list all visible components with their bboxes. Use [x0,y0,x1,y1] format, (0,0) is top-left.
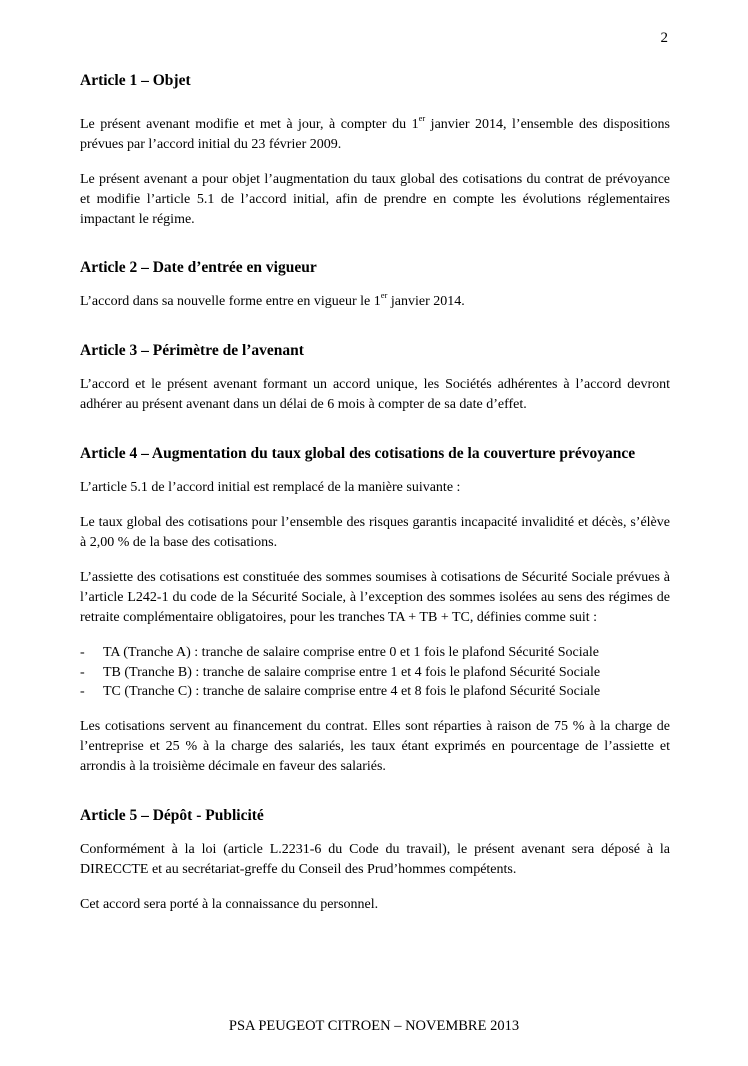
list-item-text: TB (Tranche B) : tranche de salaire comprise entre 1 et 4 fois le plafond Sécurité Sociale [103,664,601,680]
article-5 [80,807,670,915]
article-1-paragraph-2: Le présent avenant a pour objet l’augmentation du taux global des cotisations du contrat de prévoyance et modifie l’article 5.1 de l’accord initial, afin de prendre en compte les évolutions réglementaires impactant le régime. [80,172,670,227]
list-bullet: - [80,645,85,660]
article-2 [80,259,670,312]
article-4-paragraph-3: L’assiette des cotisations est constituée des sommes soumises à cotisations de Sécurité Sociale prévues à l’article L242-1 du code de la Sécurité Sociale, à l’exception des sommes isolées au sens des régimes de retraite complémentaire obligatoires, pour les tranches TA + TB + TC, définies comme suit : [80,570,670,625]
article-5-paragraph-2: Cet accord sera porté à la connaissance du personnel. [80,896,379,912]
list-item [80,643,670,663]
tranche-list [80,643,670,702]
article-5-paragraph-1: Conformément à la loi (article L.2231-6 du Code du travail), le présent avenant sera déposé à la DIRECCTE et au secrétariat-greffe du Conseil des Prud’hommes compétents. [80,841,670,877]
article-1-paragraph-1-text-end: janvier 2014, l’ensemble des dispositions prévues par l’accord initial du 23 février 2009. [80,117,671,152]
document-body [80,72,670,915]
article-3 [80,342,670,415]
article-1-title: Article 1 – Objet [80,72,191,89]
article-4 [80,445,670,777]
article-4-paragraph-1: L’article 5.1 de l’accord initial est remplacé de la manière suivante : [80,480,461,495]
list-item [80,663,670,683]
article-4-paragraph-2: Le taux global des cotisations pour l’ensemble des risques garantis incapacité invalidité et décès, s’élève à 2,00 % de la base des cotisations. [80,515,670,550]
article-4-title: Article 4 – Augmentation du taux global des cotisations de la couverture prévoyance [80,445,636,462]
article-1-paragraph-1 [80,115,670,155]
article-2-paragraph-1-text: L’accord dans sa nouvelle forme entre en vigueur le 1 [80,294,381,309]
article-2-title: Article 2 – Date d’entrée en vigueur [80,259,317,276]
article-4-closing-paragraph: Les cotisations servent au financement du contrat. Elles sont réparties à raison de 75 % à la charge de l’entreprise et 25 % à la charge des salariés, les taux étant exprimés en pourcentage de l’assiette et arrondis à la troisième décimale en faveur des salariés. [80,718,670,774]
ordinal-superscript: er [380,290,388,301]
article-1 [80,72,670,230]
article-3-title: Article 3 – Périmètre de l’avenant [80,342,304,359]
article-2-paragraph-1-text-end: janvier 2014. [387,294,465,309]
list-bullet: - [80,664,85,680]
page-footer: PSA PEUGEOT CITROEN – NOVEMBRE 2013 [228,1018,520,1034]
list-bullet: - [80,684,85,699]
ordinal-superscript: er [418,113,426,124]
article-1-paragraph-1-text: Le présent avenant modifie et met à jour, à compter du 1 [80,117,419,132]
list-item [80,682,670,702]
list-item-text: TC (Tranche C) : tranche de salaire comprise entre 4 et 8 fois le plafond Sécurité Sociale [103,684,601,699]
list-item-text: TA (Tranche A) : tranche de salaire comprise entre 0 et 1 fois le plafond Sécurité Sociale [103,645,599,660]
page-number: 2 [660,30,668,46]
article-5-title: Article 5 – Dépôt - Publicité [80,806,264,824]
article-3-paragraph-1: L’accord et le présent avenant formant un accord unique, les Sociétés adhérentes à l’accord devront adhérer au présent avenant dans un délai de 6 mois à compter de sa date d’effet. [80,377,670,412]
article-2-paragraph-1 [80,292,670,312]
